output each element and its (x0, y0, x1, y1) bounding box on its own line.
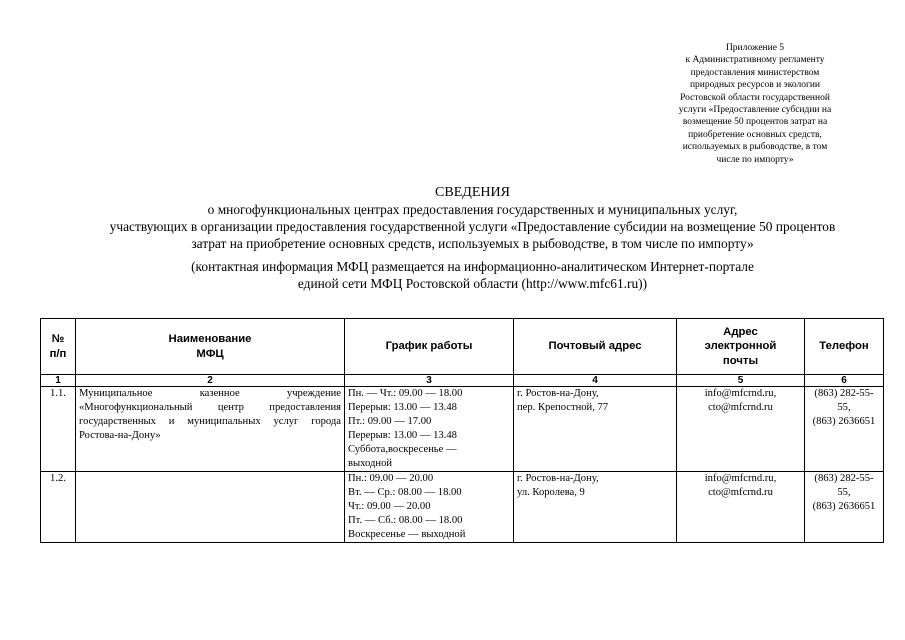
phone-line: (863) 282-55-55, (814, 473, 874, 498)
appendix-line: предоставления министерством (690, 67, 820, 78)
row-number: 1.2. (41, 472, 76, 543)
work-schedule (345, 472, 514, 543)
address-line: пер. Крепостной, 77 (517, 402, 609, 413)
row-number: 1.1. (41, 387, 76, 472)
column-number: 3 (345, 375, 514, 387)
email-line: cto@mfcrnd.ru (708, 487, 773, 498)
schedule-line: Воскресенье — выходной (348, 529, 466, 540)
postal-address (514, 387, 677, 472)
address-line: г. Ростов-на-Дону, (517, 473, 599, 484)
address-line: ул. Королева, 9 (517, 487, 585, 498)
schedule-line: Чт.: 09.00 — 20.00 (348, 501, 431, 512)
header-phone: Телефон (805, 319, 884, 375)
appendix-line: Приложение 5 (725, 43, 785, 53)
email-line: info@mfcrnd.ru, (704, 473, 777, 484)
contact-note-line: (контактная информация МФЦ размещается на информационно-аналитическом Интернет-портале (191, 259, 754, 274)
email-address (677, 472, 805, 543)
phone-line: (863) 282-55-55, (814, 388, 874, 413)
schedule-line: Перерыв: 13.00 — 13.48 (348, 430, 457, 441)
email-line: cto@mfcrnd.ru (708, 402, 773, 413)
header-name: Наименование МФЦ (76, 319, 345, 375)
phone-number (805, 472, 884, 543)
work-schedule (345, 387, 514, 472)
schedule-line: Пн. — Чт.: 09.00 — 18.00 (348, 388, 463, 399)
schedule-line: Пт.: 09.00 — 17.00 (348, 416, 432, 427)
email-address (677, 387, 805, 472)
table-row (41, 472, 884, 543)
column-number: 4 (514, 375, 677, 387)
appendix-line: приобретение основных средств, (688, 129, 822, 140)
mfc-name (76, 472, 345, 543)
header-num: № п/п (41, 319, 76, 375)
table-header-row (41, 319, 884, 375)
appendix-note (660, 42, 850, 166)
phone-number (805, 387, 884, 472)
header-schedule: График работы (345, 319, 514, 375)
header-address: Почтовый адрес (514, 319, 677, 375)
appendix-line: возмещение 50 процентов затрат на (682, 117, 828, 128)
column-number: 6 (805, 375, 884, 387)
column-number-row (41, 375, 884, 387)
schedule-line: Вт. — Ср.: 08.00 — 18.00 (348, 487, 462, 498)
phone-line: (863) 2636651 (812, 501, 876, 512)
address-line: г. Ростов-на-Дону, (517, 388, 599, 399)
table-row (41, 387, 884, 472)
column-number: 1 (41, 375, 76, 387)
mfc-table (40, 318, 884, 543)
schedule-line: Суббота,воскресенье — (348, 444, 457, 455)
appendix-line: к Административному регламенту (685, 55, 825, 66)
email-line: info@mfcrnd.ru, (704, 388, 777, 399)
appendix-line: Ростовской области государственной (680, 92, 830, 103)
document-subtitle-line: о многофункциональных центрах предоставления государственных и муниципальных услуг, (207, 202, 738, 217)
postal-address (514, 472, 677, 543)
schedule-line: выходной (348, 458, 393, 469)
document-heading: СВЕДЕНИЯ (435, 185, 510, 200)
schedule-line: Пт. — Сб.: 08.00 — 18.00 (348, 515, 463, 526)
column-number: 5 (677, 375, 805, 387)
document-subtitle-line: затрат на приобретение основных средств, используемых в рыбоводстве, в том числе по импорту» (191, 236, 754, 251)
appendix-line: услуги «Предоставление субсидии на (678, 105, 832, 116)
header-email: Адрес электронной почты (677, 319, 805, 375)
contact-note-line: единой сети МФЦ Ростовской области (http://www.mfc61.ru)) (297, 276, 648, 291)
phone-line: (863) 2636651 (812, 416, 876, 427)
document-title-block (40, 184, 905, 292)
schedule-line: Пн.: 09.00 — 20.00 (348, 473, 434, 484)
appendix-line: числе по импорту» (716, 154, 794, 165)
column-number: 2 (76, 375, 345, 387)
mfc-name: Муниципальное казенное учреждение «Многофункциональный центр предоставления государственных и муниципальных услуг города Ростова-на-Дону» (76, 387, 345, 472)
appendix-line: используемых в рыбоводстве, в том (682, 142, 828, 153)
schedule-line: Перерыв: 13.00 — 13.48 (348, 402, 457, 413)
appendix-line: природных ресурсов и экологии (689, 80, 821, 91)
document-subtitle-line: участвующих в организации предоставления государственной услуги «Предоставление субсидии на возмещение 50 процентов (109, 219, 836, 234)
